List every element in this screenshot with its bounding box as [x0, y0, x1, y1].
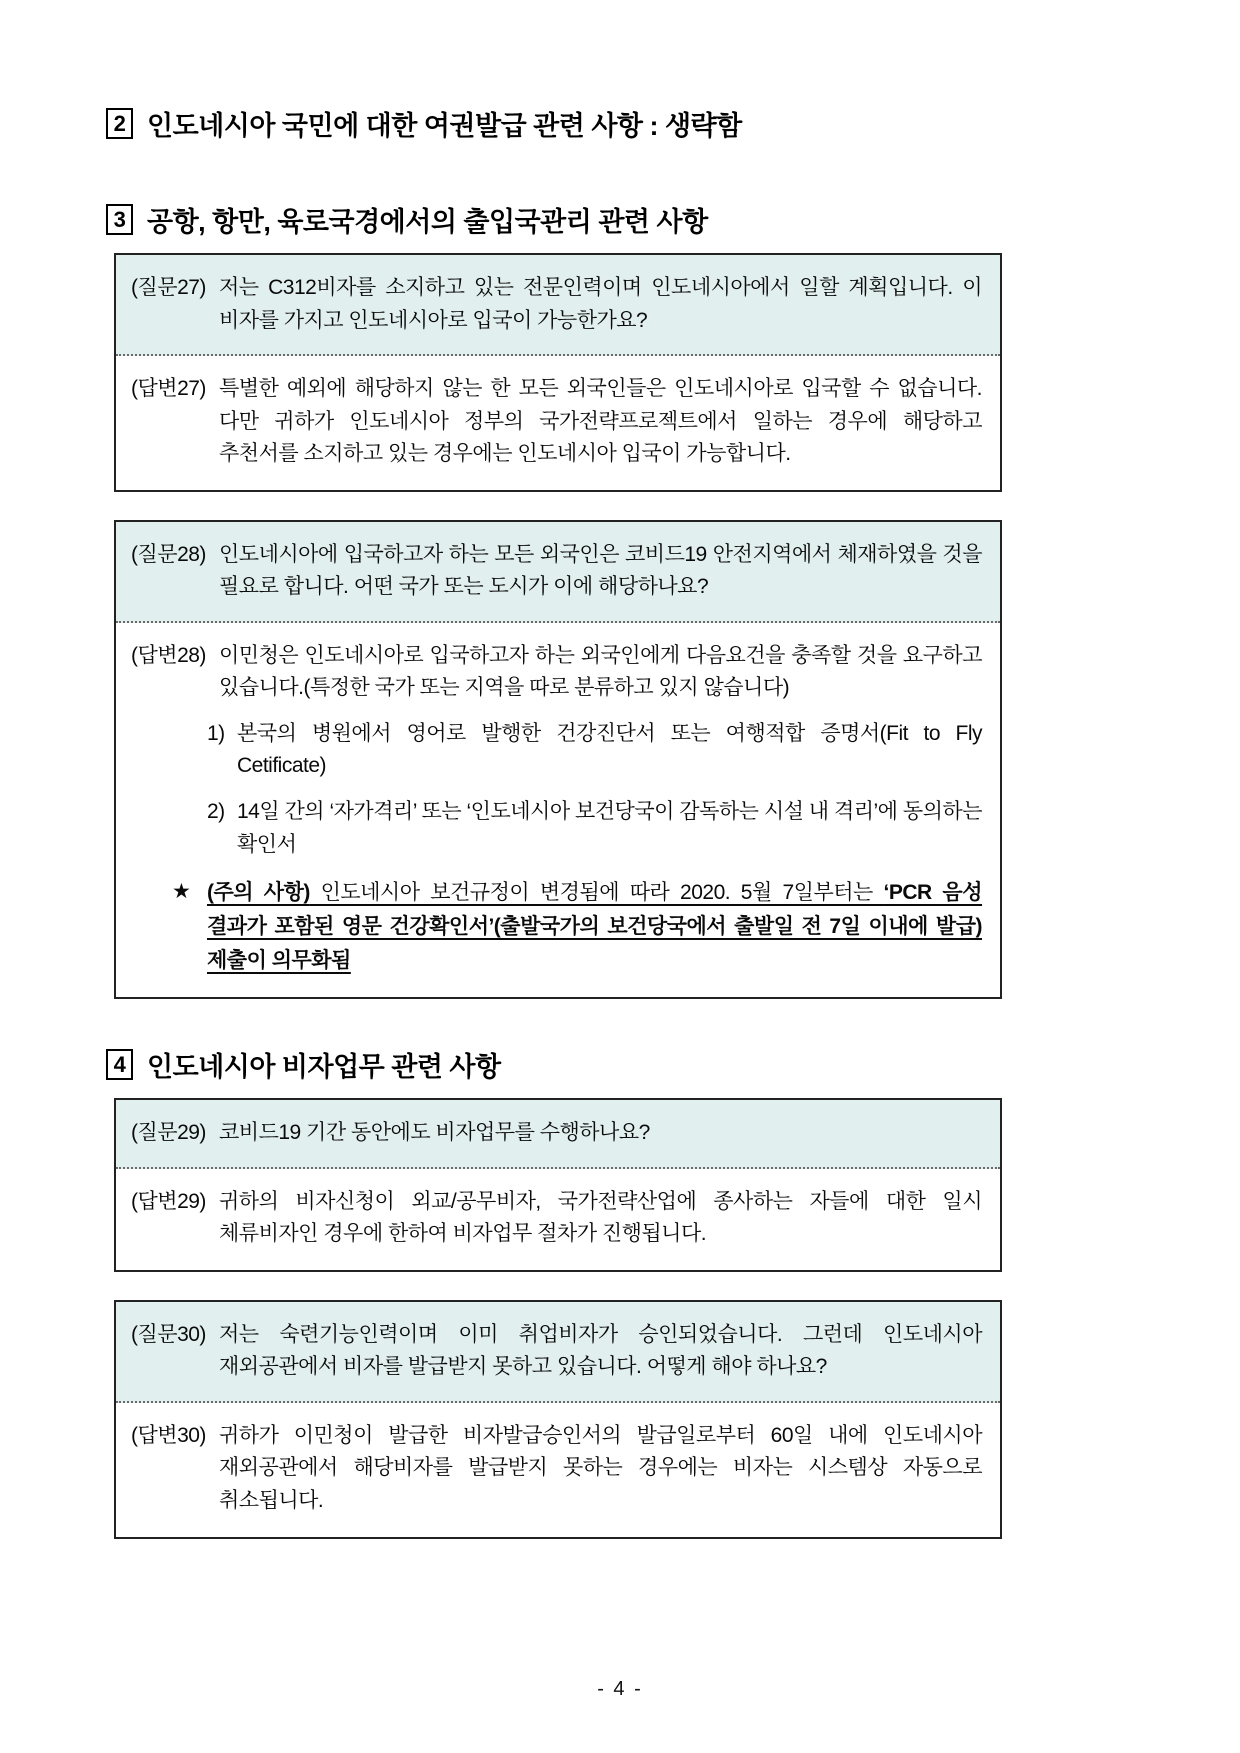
answer-section [116, 356, 1000, 490]
question-label: (질문30) [131, 1322, 206, 1346]
section-heading-visa [106, 1045, 1006, 1084]
question-section [116, 522, 1000, 623]
item-text: 14일 간의 ‘자가격리’ 또는 ‘인도네시아 보건당국이 감독하는 시설 내 격리’에 동의하는 확인서 [237, 800, 982, 856]
question-text: 저는 C312비자를 소지하고 있는 전문인력이며 인도네시아에서 일할 계획입니다. 이 비자를 가지고 인도네시아로 입국이 가능한가요? [219, 276, 982, 332]
qa-box-29 [114, 1098, 1002, 1272]
question-text: 인도네시아에 입국하고자 하는 모든 외국인은 코비드19 안전지역에서 체재하였을 것을 필요로 합니다. 어떤 국가 또는 도시가 이에 해당하나요? [219, 542, 982, 599]
qa-box-30 [114, 1300, 1002, 1539]
answer-text: 귀하가 이민청이 발급한 비자발급승인서의 발급일로부터 60일 내에 인도네시아 재외공관에서 해당비자를 발급받지 못하는 경우에는 비자는 시스템상 자동으로 취소됩니다. [219, 1423, 982, 1512]
section-number-box: 4 [106, 1049, 133, 1080]
section-title: 인도네시아 국민에 대한 여권발급 관련 사항 : 생략함 [147, 111, 742, 141]
page-number: - 4 - [597, 1678, 643, 1700]
answer-label: (답변28) [131, 643, 206, 667]
item-number: 1) [207, 721, 225, 745]
section-title: 인도네시아 비자업무 관련 사항 [147, 1052, 501, 1083]
section-number-box: 2 [106, 108, 133, 139]
question-section [116, 1302, 1000, 1403]
section-title: 공항, 항만, 육로국경에서의 출입국관리 관련 사항 [147, 207, 708, 237]
question-section [116, 255, 1000, 356]
question-text: 코비드19 기간 동안에도 비자업무를 수행하나요? [219, 1121, 650, 1145]
question-label: (질문27) [131, 276, 206, 299]
answer-label: (답변30) [131, 1423, 206, 1447]
section-number-box: 3 [106, 204, 133, 235]
answer-text: 귀하의 비자신청이 외교/공무비자, 국가전략산업에 종사하는 자들에 대한 일시 체류비자인 경우에 한하여 비자업무 절차가 진행됩니다. [219, 1189, 982, 1246]
list-item [207, 796, 982, 861]
answer-section [116, 1169, 1000, 1270]
answer-section [116, 1403, 1000, 1537]
qa-box-28 [114, 520, 1002, 999]
section-heading-passport [106, 104, 1006, 143]
document-body [106, 100, 1006, 1539]
notice-label: (주의 사항) [207, 881, 310, 905]
question-label: (질문29) [131, 1121, 206, 1145]
answer-section [116, 623, 1000, 997]
question-label: (질문28) [131, 542, 206, 566]
answer-body [172, 640, 982, 978]
section-heading-immigration [106, 200, 1006, 239]
notice-normal-part: 인도네시아 보건규정이 변경됨에 따라 2020. 5월 7일부터는 [309, 881, 884, 905]
star-icon: ★ [172, 880, 191, 904]
list-item [207, 718, 982, 783]
qa-box-27 [114, 253, 1002, 492]
notice-bold-part: ‘PCR 음성 결과가 포함된 영문 건강확인서’(출발국가의 보건당국에서 출발일 전 7일 이내에 발급) 제출이 의무화됨 [207, 881, 982, 973]
question-text: 저는 숙련기능인력이며 이미 취업비자가 승인되었습니다. 그런데 인도네시아 재외공관에서 비자를 발급받지 못하고 있습니다. 어떻게 해야 하나요? [219, 1322, 982, 1379]
answer-label: (답변29) [131, 1189, 206, 1213]
notice-text [207, 876, 982, 978]
item-text: 본국의 병원에서 영어로 발행한 건강진단서 또는 여행적합 증명서(Fit to Fly Cetificate) [237, 721, 982, 778]
answer-label: (답변27) [131, 377, 206, 401]
answer-text: 특별한 예외에 해당하지 않는 한 모든 외국인들은 인도네시아로 입국할 수 없습니다. 다만 귀하가 인도네시아 정부의 국가전략프로젝트에서 일하는 경우에 해당하고 추천서를 소지하고 있는 경우에는 인도네시아 입국이 가능합니다. [219, 377, 982, 466]
answer-intro: 이민청은 인도네시아로 입국하고자 하는 외국인에게 다음요건을 충족할 것을 요구하고 있습니다.(특정한 국가 또는 지역을 따로 분류하고 있지 않습니다) [219, 643, 982, 700]
notice-row [172, 876, 982, 978]
question-section [116, 1100, 1000, 1169]
item-number: 2) [207, 800, 225, 824]
